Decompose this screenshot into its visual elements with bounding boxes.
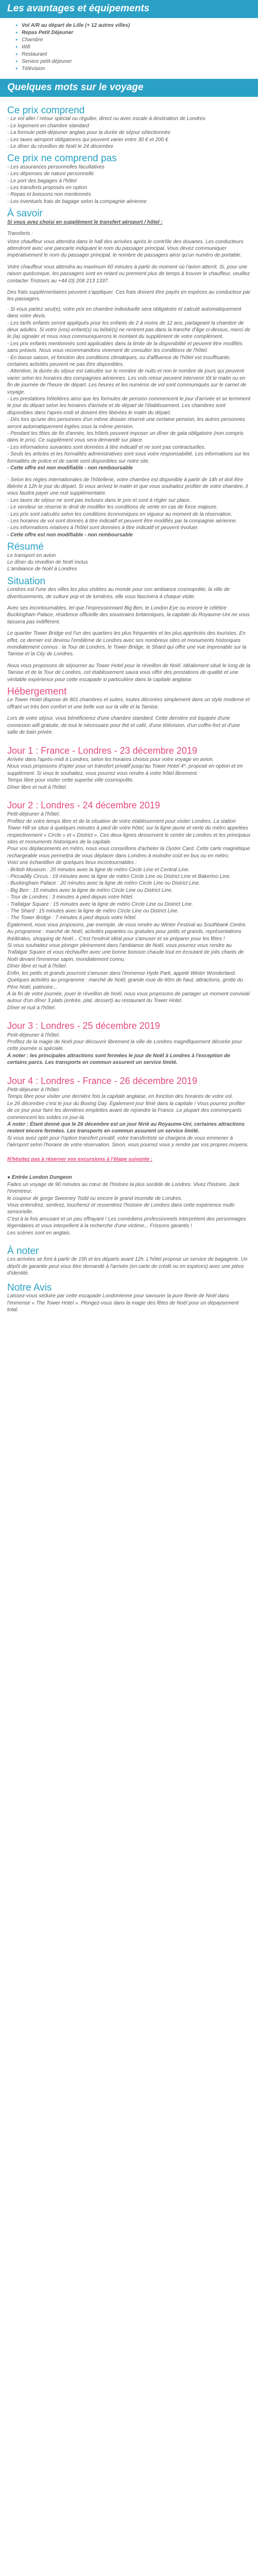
prix-comprend-list	[7, 115, 251, 150]
savoir-title: À savoir	[7, 208, 43, 219]
savoir-lead: Si vous avez choisi en supplément le transfert aéroport / hôtel :	[7, 219, 163, 225]
note-title: À noter	[7, 1246, 39, 1257]
situation-p1: Londres est l'une des villes les plus visitées au monde pour son ambiance cosmopolite, la ville de divertissements, de culture pop et de lumières, elle vous fascinera à chaque visite.	[7, 587, 230, 600]
resume-title: Résumé	[7, 541, 44, 553]
list-item: Temps libre pour visiter une dernière fois la capitale anglaise, en fonction des horaires de votre vol.	[7, 1094, 233, 1100]
situation-p2: Avec ses incontournables, tel que l'impressionnant Big Ben, le London Eye ou encore le célèbre Buckingham Palace, résidence officielle des souverains britanniques, la capitale du Royaume-Uni ne vous laissera pas indifférent.	[7, 605, 250, 625]
list-item: - Buckingham Palace : 20 minutes avec la ligne de métro Circle Line ou District Line.	[7, 880, 201, 887]
list-item: Petit-déjeuner à l'hôtel.	[7, 811, 60, 818]
list-item: - Trafalgar Square : 15 minutes avec la ligne de métro Circle Line ou District Line.	[7, 901, 193, 907]
transferts-p1: Votre chauffeur vous attendra dans le hall des arrivées après le contrôle des douanes. Les conducteurs attendront avec une pancarte indiquant le nom du passager principal. Vous devez communiquer impérativement le nom du passager principal, le nombre de passagers ainsi qu'un numéro de portable.	[7, 239, 244, 259]
day1-title: Jour 1 : France - Londres - 23 décembre 2019	[7, 745, 198, 756]
advantages-list	[0, 18, 258, 79]
list-item: Voici une échantillon de quelques lieux incontournables :	[7, 860, 137, 866]
list-item	[7, 1167, 251, 1174]
list-item: - Les transferts proposés en option	[7, 185, 87, 191]
list-item: Les scènes sont en anglais.	[7, 1230, 71, 1236]
list-item: Le transport en avion	[7, 552, 56, 558]
day3-title: Jour 3 : Londres - 25 décembre 2019	[7, 1021, 160, 1031]
list-item: - Pendant les fêtes de fin d'année, les hôtels peuvent imposer un dîner de gala obligatoire (non compris dans le prix). Ce supplément vous sera demandé sur place.	[7, 431, 244, 444]
list-item: - Les éventuels frais de bagage selon la compagnie aérienne	[7, 198, 147, 205]
list-item: Les arrivées se font à partir de 15h et les départs avant 12h. L'hôtel propose un service de bagagerie. Un dépôt de garantie peut vous être demandé à l'arrivée (en carte de crédit ou en espèces) avec une pièce d'identité.	[7, 1257, 248, 1277]
list-item: L'ambiance de Noël à Londres	[7, 566, 77, 572]
situation-p4: Nous vous proposons de séjourner au Tower Hotel pour le réveillon de Noël. Idéalement situé le long de la Tamise et de la Tour de Londres, cet établissement saura vous offrir des prestations de qualité et une véritable expérience pour cette escapade si particulière dans la capitale anglaise.	[7, 663, 251, 683]
list-item: Petit-déjeuner à l'hôtel.	[7, 1087, 60, 1093]
list-item: le coupeur de gorge Sweeney Todd ou encore le grand incendie de Londres.	[7, 1195, 183, 1201]
trip-content	[0, 97, 258, 1324]
list-item: Nous vous proposons d'opter pour un transfert privatif jusqu'au Tower Hotel 4*, proposé en option et en supplément. Si vous le souhaitez, vous pourrez vous rendre à votre hôtel librement.	[7, 764, 243, 776]
hebergement-p1: Le Tower Hotel dispose de 801 chambres et suites, toutes décorées simplement dans un style moderne et offrant un très bon confort et une belle vue sur la ville et la Tamise.	[7, 697, 250, 710]
list-item: À la fin de votre journée, jouer le réveillon de Noël, nous vous proposons de partager un moment convivial autour d'un dîner 3 plats (entrée, plat, dessert) au restaurant du Tower Hotel.	[7, 991, 250, 1004]
list-item: - Les informations relatives à l'hôtel sont données à titre indicatif et peuvent évoluer.	[7, 525, 199, 531]
list-item: - Le port des bagages à l'hôtel	[7, 178, 77, 184]
list-item: - Les prestations hôtelières ainsi que les formules de pension commencent le jour d'arrivée et se terminent le jour du départ selon les horaires d'arrivée et de départ de l'établissement. Les chambres sont disponibles dans l'après-midi et doivent être libérées le matin du départ.	[7, 396, 251, 416]
resume-list	[7, 552, 251, 573]
list-item: - Piccadilly Circus : 19 minutes avec la ligne de métro Circle Line ou District Line et Bakerloo Line.	[7, 874, 231, 879]
list-item: Des frais supplémentaires peuvent s'appliquer. Ces frais doivent être payés en espèces au conducteur par les passagers.	[7, 289, 251, 302]
list-item: - British Museum : 20 minutes avec la ligne de métro Circle Line et Central Line.	[7, 867, 190, 873]
day3-list	[7, 1032, 251, 1066]
excursions-title[interactable]: N'hésitez pas à réserver vos excursions à l'étape suivante :	[7, 1156, 153, 1162]
list-item: - Cette offre est non modifiable - non remboursable	[7, 465, 133, 471]
list-item: Le dîner du réveillon de Noël inclus	[7, 559, 88, 565]
list-item: Arrivée dans l'après-midi à Londres, selon les horaires choisis pour votre voyage en avion.	[7, 756, 214, 762]
list-item: - Les taxes de séjour ne sont pas incluses dans le prix et sont à régler sur place.	[7, 497, 191, 503]
advantages-header: Les avantages et équipements	[0, 0, 258, 18]
advantage-item: ● Chambre	[15, 37, 258, 44]
advantage-item: ● Service petit-déjeuner	[15, 58, 258, 65]
trip-header: Quelques mots sur le voyage	[0, 79, 258, 97]
situation-title: Situation	[7, 575, 45, 587]
prix-pas-title: Ce prix ne comprend pas	[7, 153, 117, 164]
list-item: Si vous souhaitez vous plonger pleinement dans l'ambiance de Noël, vous pourrez vous rendre au Trafalgar Square et vous réchauffer avec une bonne boisson chaude tout en écoutant de jolis chants de Noël devant l'immense sapin, mondialement connu.	[7, 943, 244, 962]
list-item: - Les prix sont calculés selon les conditions économiques en vigueur au moment de la réservation.	[7, 511, 232, 517]
list-item: Le 26 décembre c'est le jour du Boxing Day. Également jour férié dans la capitale ! Vous pourrez profiter de ce jour pour faire les dernières emplettes avant de rejoindre la France. Le plupart des commerçants commencent les soldes ce jour-là.	[7, 1100, 246, 1121]
list-item: - Les tarifs enfants seront appliqués pour les enfants de 2 à moins de 12 ans, partageant la chambre de deux adultes. Si votre (vos) enfant(s) ou bébé(s) ne rentrent pas dans la tranche d'âge ci-dessus, merci de le (la) signaler et nous nous communiquerons le montant du supplément de votre complément.	[7, 320, 251, 340]
list-item: - Tour de Londres : 3 minutes à pied depuis votre hôtel.	[7, 894, 134, 901]
list-item: - Cette offre est non modifiable - non remboursable	[7, 532, 133, 538]
list-item: - Le logement en chambre standard	[7, 123, 89, 129]
list-item: - Les prix enfants mentionnés sont applicables dans la limite de la disponibilité et peuvent être modifiés sans préavis. Nous vous recommandons vivement de consulter les conditions de l'hôtel.	[7, 341, 243, 354]
list-item: Vous entendrez, sentirez, toucherez et ressentirez l'histoire de Londres dans cette expérience multi-sensorielle.	[7, 1202, 236, 1215]
list-item: Profitez de votre temps libre et de la situation de votre établissement pour visiter Londres. La station Tower Hill se situe à quelques minutes à pied de votre hôtel, sur la ligne jaune et verte du métro appelées respectivement « Circle » et « District ». Ces deux lignes desservent le centre de Londres et les principaux sites et monuments historiques de la capitale.	[7, 818, 251, 845]
frais-list	[7, 289, 251, 472]
list-item: À noter : Étant donné que le 26 décembre est un jour férié au Royaume-Uni, certaines attractions restent encore fermées. Les transports en commun assurent un service limité.	[7, 1122, 245, 1134]
hebergement-p2: Lors de votre séjour, vous bénéficierez d'une chambre standard. Cette dernière est équipée d'une connexion wifi gratuite, de tout le nécessaire pour thé et café, d'une télévision, d'un coffre-fort et d'une salle de bain privée.	[7, 716, 240, 736]
list-item: Dîner et nuit à l'hôtel.	[7, 1005, 56, 1011]
avis-title: Notre Avis	[7, 1282, 52, 1293]
list-item: Petit-déjeuner à l'hôtel.	[7, 1032, 60, 1038]
list-item: - Dès lors qu'une des personnes d'un même dossier réservé une certaine pension, les autres personnes seront automatiquement logées sous la même pension.	[7, 417, 245, 430]
advantage-item: ● Vol A/R au départ de Lille (+ 12 autres villes)	[15, 22, 258, 29]
list-item: - The Tower Bridge : 7 minutes à pied depuis votre hôtel.	[7, 915, 137, 921]
list-item: - Attention, la durée du séjour est calculée sur le nombre de nuits et non le nombre de jours qui peuvent varier selon les horaires des compagnies aériennes. Les vols retour peuvent intervenir tôt le matin ou en fin de journée de l'heure de départ. Les heures et les numéros de vol sont communiqués sur le carnet de voyage.	[7, 368, 247, 395]
list-item: - Big Ben : 15 minutes avec la ligne de métro Circle Line ou District Line.	[7, 887, 173, 893]
list-item: Faites un voyage de 90 minutes au cœur de l'histoire la plus sordide de Londres. Vivez l'histoire, Jack l'éventreur,	[7, 1181, 239, 1195]
list-item: Pour vos déplacements en métro, nous vous conseillons d'acheter la Oyster Card. Cette carte magnétique rechargeable vous permettra de vous déplacer dans Londres à moindre coût en bus ou en métro.	[7, 846, 250, 859]
list-item: - Si vous partez seul(e), votre prix en chambre individuelle sera obligatoire et calculé automatiquement dans votre devis.	[7, 306, 241, 319]
hebergement-title: Hébergement	[7, 686, 67, 698]
list-item: Dîner libre et nuit à l'hôtel.	[7, 963, 67, 970]
list-item: - Selon les règles internationales de l'hôtellerie, votre chambre est disponible à partir de 14h et doit être libérée à 12h le jour du départ. Si vous arrivez le matin et que vous souhaitez profiter de votre chambre, il vous faudra payer une nuit supplémentaire.	[7, 477, 248, 497]
day4-list	[7, 1087, 251, 1149]
advantage-item: ● Restaurant	[15, 51, 258, 58]
avis-list	[7, 1293, 251, 1313]
list-item: - En basse saison, et fonction des conditions climatiques, ou d'affluence de l'hôtel est insuffisante, certaines activités peuvent ne pas être disponibles.	[7, 354, 231, 367]
list-item: Laissez-vous séduire par cette escapade Londonienne pour savourer la pure féerie de Noël dans l'immense « The Tower Hotel ». Plongez-vous dans la magie des fêtes de Noël pour un dépaysement total.	[7, 1293, 239, 1313]
situation-p3: Le quartier Tower Bridge est l'un des quartiers les plus fréquentés et les plus appréciés des touristes. En effet, ce dernier est devenu l'emblème de Londres avec ses nombreux sites et monuments historiques mondialement connus : la Tour de Londres, le Tower Bridge, le Shard qui offre une vue imprenable sur la Tamise et la City de Londres.	[7, 631, 247, 657]
list-item: - Repas et boissons non mentionnés	[7, 192, 91, 198]
list-item: - Les horaires de vol sont donnés à titre indicatif et peuvent être modifiés par la compagnie aérienne.	[7, 518, 237, 524]
list-item: Si vous avez opté pour l'option transfert privatif, votre transfertiste se chargera de vous emmener à l'aéroport selon l'horaire de votre réservation. Sinon, vous pourrez vous y rendre par vos propres moyens.	[7, 1135, 249, 1148]
list-item: C'est à la fois amusant et un peu effrayant ! Les comédiens professionnels interprètent des personnages légendaires et vous interpellent à la recherche d'une victime... Frissons garantis !	[7, 1216, 246, 1229]
advantage-item: ● Télévision	[15, 65, 258, 73]
residence-list	[7, 477, 251, 539]
prix-pas-list	[7, 164, 251, 205]
list-item: - Le vol aller / retour spécial ou régulier, direct ou avec escale à destination de Londres	[7, 116, 206, 122]
prix-comprend-title: Ce prix comprend	[7, 105, 85, 116]
list-item: - Les dépenses de nature personnelle	[7, 171, 94, 177]
list-item: - Les taxes aéroport obligatoires qui peuvent varier entre 30 € et 200 €	[7, 137, 168, 143]
list-item: Temps libre pour visiter cette superbe ville cosmopolite.	[7, 777, 134, 784]
transferts-p2: Votre chauffeur vous attendra au maximum 60 minutes à partir du moment où l'avion atterrit. Si, pour une raison quelconque, les passagers sont en retard ou prennent plus de temps à trouver le chauffeur, veuillez contacter Tristours au +44 (0) 208 213 1337.	[7, 264, 250, 284]
transferts-label: Transferts :	[7, 231, 33, 237]
list-item: - Le dîner du réveillon de Noël le 24 décembre	[7, 144, 114, 150]
excursions-list	[7, 1167, 251, 1236]
excursion-name: ● Entrée London Dungeon	[7, 1175, 72, 1181]
list-item: - Les informations suivantes sont données à titre indicatif et ne sont pas contractuelles.	[7, 444, 206, 450]
list-item: - Le vendeur se réserve le droit de modifier les conditions de vente en cas de force majeure.	[7, 504, 218, 511]
list-item: Profitez de la magie de Noël pour découvrir librement la ville de Londres magnifiquement décorée pour cette journée si spéciale.	[7, 1039, 243, 1052]
list-item: - Seuls les articles et les formalités administratives sont sous votre responsabilité. Les informations sur les formalités de police et de santé sont disponibles sur notre site.	[7, 451, 250, 464]
advantage-item: ● Wifi	[15, 44, 258, 51]
note-list	[7, 1256, 251, 1277]
list-item: À noter : les principales attractions sont fermées le jour de Noël à Londres à l'exception de certains parcs. Les transports en commun assurent un service limité.	[7, 1053, 230, 1066]
advantage-item: ● Repas Petit Déjeuner	[15, 29, 258, 37]
day2-list	[7, 811, 251, 1011]
list-item: Enfin, les petits et grands pourront s'amuser dans l'immense Hyde Park, appelé Winter Wonderland. Quelques activités au programme : marché de Noël, grande roue de 60m de haut, attractions, grotte du Père Noël, patinoire...	[7, 970, 243, 990]
list-item: - La formule petit-déjeuner anglais pour la durée de séjour sélectionnée	[7, 130, 171, 136]
list-item: Dîner libre et nuit à l'hôtel.	[7, 784, 67, 790]
day2-title: Jour 2 : Londres - 24 décembre 2019	[7, 800, 160, 810]
list-item: Également, nous vous proposons, par exemple, de vous rendre au Winter Festival au Southbank Centre. Au programme : marché de Noël, activités payantes ou gratuites pour petits et grands, représentations théâtrales, shopping de Noël... C'est l'endroit idéal pour s'amuser et se préparer pour les fêtes !	[7, 922, 247, 942]
list-item: - The Shard : 15 minutes avec la ligne de métro Circle Line ou District Line.	[7, 908, 179, 914]
day4-title: Jour 4 : Londres - France - 26 décembre 2019	[7, 1075, 198, 1086]
list-item: - Les assurances personnelles facultatives	[7, 164, 105, 170]
day1-list	[7, 756, 251, 791]
